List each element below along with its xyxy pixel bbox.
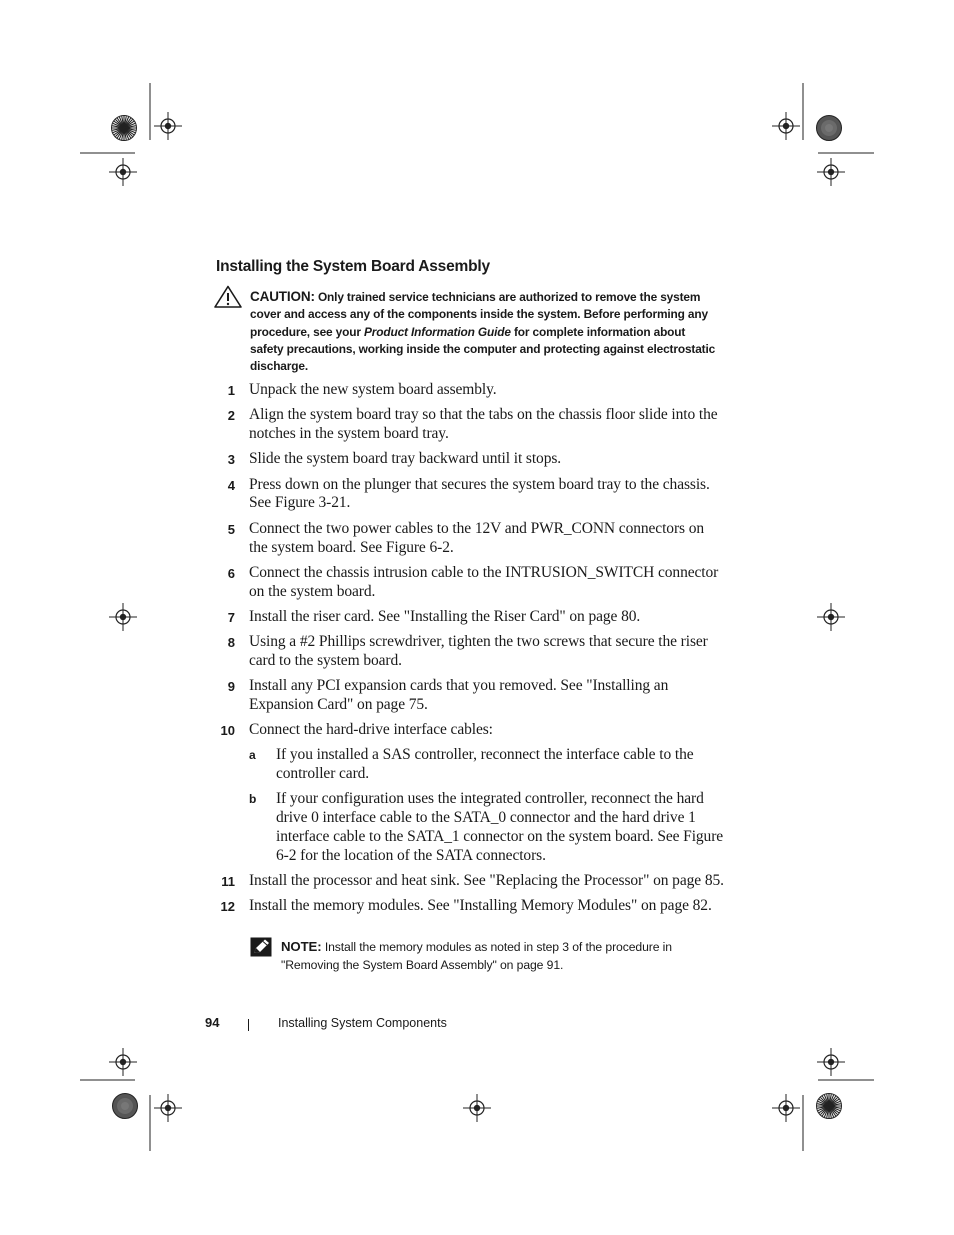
- substep-letter: b: [249, 792, 257, 807]
- substeps: [249, 746, 724, 865]
- step-item: [204, 564, 724, 602]
- step-item: [204, 872, 724, 891]
- crosshair-registration-icon: [154, 1094, 182, 1122]
- caution-text: Only trained service technicians are authorized to remove the system cover and access any of the components inside the system. Before performing any procedure, see your: [250, 290, 708, 339]
- dark-circle-icon: [113, 1094, 138, 1119]
- note-block: [281, 938, 721, 974]
- step-item: [204, 381, 724, 400]
- caution-text-end: for complete information about safety precautions, working inside the computer and protecting against electrostatic discharge.: [250, 324, 716, 374]
- procedure-steps: [204, 381, 724, 923]
- dark-circle-icon: [817, 116, 842, 141]
- step-number: 5: [227, 521, 235, 537]
- page-number: 94: [205, 1015, 220, 1030]
- note-pencil-icon: [250, 937, 272, 957]
- crosshair-registration-icon: [772, 112, 800, 140]
- crosshair-registration-icon: [817, 158, 845, 186]
- caution-block: [250, 288, 720, 375]
- step-number: 9: [227, 679, 235, 695]
- step-text: Connect the hard-drive interface cables:: [249, 721, 493, 739]
- step-item: [204, 721, 724, 865]
- footer-chapter-title: Installing System Components: [278, 1016, 447, 1030]
- crosshair-registration-icon: [109, 158, 137, 186]
- footer-divider: [248, 1019, 249, 1031]
- substep-item: [249, 790, 724, 865]
- step-text: Install the memory modules. See "Installing Memory Modules" on page 82.: [249, 897, 712, 915]
- step-text: Press down on the plunger that secures the system board tray to the chassis. See Figure 3-21.: [249, 475, 710, 512]
- step-number: 2: [227, 408, 235, 424]
- crosshair-registration-icon: [817, 603, 845, 631]
- step-number: 10: [220, 723, 235, 739]
- substep-item: [249, 746, 724, 784]
- step-text: Connect the two power cables to the 12V and PWR_CONN connectors on the system board. See Figure 6-2.: [249, 519, 705, 556]
- crosshair-registration-icon: [154, 112, 182, 140]
- step-text: Slide the system board tray backward until it stops.: [249, 450, 562, 468]
- crosshair-registration-icon: [772, 1094, 800, 1122]
- note-label: NOTE:: [281, 939, 322, 954]
- step-item: [204, 608, 724, 627]
- step-number: 6: [227, 565, 235, 581]
- crosshair-registration-icon: [109, 1048, 137, 1076]
- step-item: [204, 450, 724, 469]
- note-text: Install the memory modules as noted in step 3 of the procedure in "Removing the System Board Assembly" on page 91.: [281, 940, 672, 972]
- step-item: [204, 633, 724, 671]
- step-number: 11: [221, 874, 235, 890]
- warning-triangle-icon: [213, 285, 243, 309]
- step-item: [204, 677, 724, 715]
- substep-text: If you installed a SAS controller, reconnect the interface cable to the controller card.: [276, 746, 694, 783]
- step-text: Connect the chassis intrusion cable to the INTRUSION_SWITCH connector on the system board.: [249, 563, 719, 600]
- substep-text: If your configuration uses the integrated controller, reconnect the hard drive 0 interface cable to the SATA_0 connector and the hard drive 1 interface cable to the SATA_1 connector on the system board. See Figure 6-2 for the location of the SATA connectors.: [276, 790, 724, 864]
- caution-guide-title: Product Information Guide: [363, 324, 511, 339]
- substep-letter: a: [249, 748, 256, 763]
- step-number: 12: [220, 899, 235, 915]
- starburst-target-icon: [817, 1094, 842, 1119]
- step-item: [204, 897, 724, 916]
- step-item: [204, 520, 724, 558]
- step-text: Using a #2 Phillips screwdriver, tighten the two screws that secure the riser card to the system board.: [249, 633, 708, 670]
- step-number: 3: [227, 452, 235, 468]
- step-text: Align the system board tray so that the tabs on the chassis floor slide into the notches in the system board tray.: [249, 406, 718, 443]
- crosshair-registration-icon: [463, 1094, 491, 1122]
- step-text: Install any PCI expansion cards that you removed. See "Installing an Expansion Card" on page 75.: [249, 677, 669, 714]
- step-number: 4: [227, 477, 235, 493]
- caution-label: CAUTION:: [250, 289, 315, 304]
- step-item: [204, 476, 724, 514]
- step-number: 7: [227, 609, 235, 625]
- step-text: Install the riser card. See "Installing the Riser Card" on page 80.: [249, 607, 641, 625]
- crosshair-registration-icon: [109, 603, 137, 631]
- step-item: [204, 406, 724, 444]
- crosshair-registration-icon: [817, 1048, 845, 1076]
- step-number: 1: [227, 383, 235, 398]
- step-text: Unpack the new system board assembly.: [249, 381, 497, 398]
- starburst-target-icon: [112, 116, 137, 141]
- step-number: 8: [227, 635, 235, 651]
- step-text: Install the processor and heat sink. See "Replacing the Processor" on page 85.: [249, 872, 724, 890]
- section-heading: Installing the System Board Assembly: [216, 258, 490, 275]
